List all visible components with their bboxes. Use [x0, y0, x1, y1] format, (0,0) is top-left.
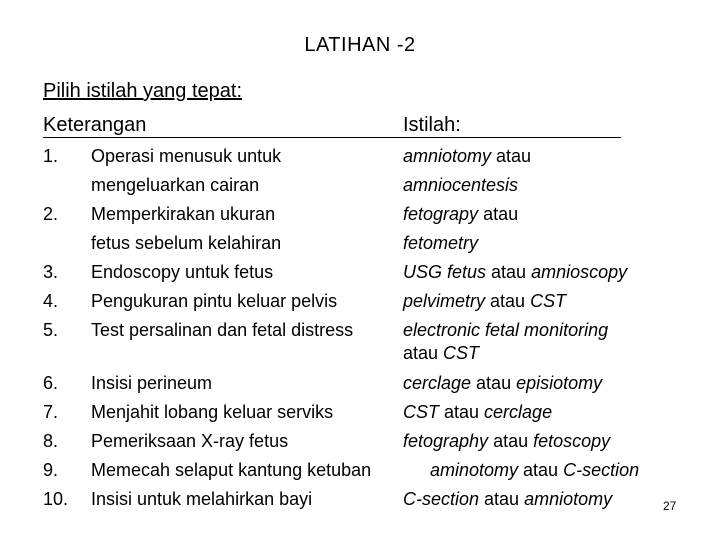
item-number: 10. [43, 489, 69, 509]
item-description-cont: fetus sebelum kelahiran [91, 233, 282, 253]
item-term: pelvimetry atau CST [403, 291, 567, 311]
item-term: USG fetus atau amnioscopy [403, 262, 628, 282]
item-description: Pengukuran pintu keluar pelvis [91, 291, 338, 311]
item-description-cont: mengeluarkan cairan [91, 175, 260, 195]
slide-title: LATIHAN -2 [304, 34, 416, 56]
item-term: cerclage atau episiotomy [403, 373, 603, 393]
item-term: amniotomy atau [403, 146, 532, 166]
item-term-cont: amniocentesis [403, 175, 519, 195]
item-description: Insisi untuk melahirkan bayi [91, 489, 313, 509]
item-term: aminotomy atau C-section [430, 460, 640, 480]
item-description: Test persalinan dan fetal distress [91, 320, 354, 340]
item-number: 2. [43, 204, 59, 224]
item-term-cont: atau CST [403, 343, 480, 363]
column-header-istilah: Istilah: [403, 114, 461, 136]
instruction-subtitle: Pilih istilah yang tepat: [43, 80, 243, 102]
item-description: Memperkirakan ukuran [91, 204, 276, 224]
item-term: C-section atau amniotomy [403, 489, 613, 509]
item-term: fetography atau fetoscopy [403, 431, 611, 451]
item-number: 5. [43, 320, 59, 340]
item-number: 9. [43, 460, 59, 480]
item-number: 1. [43, 146, 59, 166]
item-description: Memecah selaput kantung ketuban [91, 460, 372, 480]
item-term-cont: fetometry [403, 233, 479, 253]
item-description: Pemeriksaan X-ray fetus [91, 431, 289, 451]
item-number: 4. [43, 291, 59, 311]
item-number: 6. [43, 373, 59, 393]
item-number: 3. [43, 262, 59, 282]
item-term: CST atau cerclage [403, 402, 553, 422]
item-number: 7. [43, 402, 59, 422]
item-description: Menjahit lobang keluar serviks [91, 402, 334, 422]
item-number: 8. [43, 431, 59, 451]
item-term: electronic fetal monitoring [403, 320, 609, 340]
page-number: 27 [663, 499, 677, 513]
header-underline [43, 137, 621, 138]
item-description: Operasi menusuk untuk [91, 146, 282, 166]
column-header-keterangan: Keterangan [43, 114, 147, 136]
item-description: Insisi perineum [91, 373, 213, 393]
item-term: fetograpy atau [403, 204, 519, 224]
item-description: Endoscopy untuk fetus [91, 262, 274, 282]
